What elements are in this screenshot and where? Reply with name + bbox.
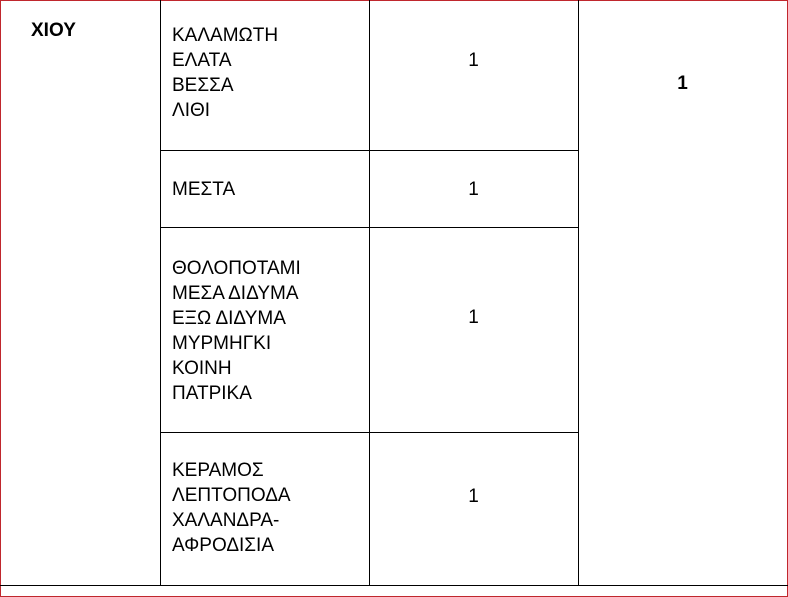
place-name: ΘΟΛΟΠΟΤΑΜΙ bbox=[172, 258, 301, 279]
place-name: ΒΕΣΣΑ bbox=[172, 75, 234, 96]
row-divider-2 bbox=[160, 227, 579, 228]
place-list-group-2 bbox=[172, 177, 235, 202]
place-name: ΚΟΙΝΗ bbox=[172, 358, 232, 379]
place-name: ΜΥΡΜΗΓΚΙ bbox=[172, 333, 272, 354]
place-name: ΑΦΡΟΔΙΣΙΑ bbox=[172, 535, 275, 556]
region-name: ΧΙΟΥ bbox=[31, 20, 76, 41]
group-1-count: 1 bbox=[468, 50, 479, 71]
place-list-group-1 bbox=[172, 23, 278, 123]
group-4-count: 1 bbox=[468, 486, 479, 507]
place-list-group-4 bbox=[172, 458, 291, 558]
place-name: ΕΛΑΤΑ bbox=[172, 50, 232, 71]
group-2-count: 1 bbox=[468, 179, 479, 200]
place-name: ΚΑΛΑΜΩΤΗ bbox=[172, 25, 279, 46]
place-name: ΚΕΡΑΜΟΣ bbox=[172, 460, 264, 481]
column-divider-1 bbox=[160, 0, 161, 586]
place-name: ΜΕΣΑ ΔΙΔΥΜΑ bbox=[172, 283, 299, 304]
table-bottom-border bbox=[0, 585, 788, 586]
group-3-count: 1 bbox=[468, 307, 479, 328]
place-name: ΠΑΤΡΙΚΑ bbox=[172, 383, 252, 404]
place-name: ΧΑΛΑΝΔΡΑ- bbox=[172, 510, 280, 531]
place-name: ΛΕΠΤΟΠΟΔΑ bbox=[172, 485, 291, 506]
place-list-group-3 bbox=[172, 256, 301, 406]
place-name: ΛΙΘΙ bbox=[172, 100, 211, 121]
place-name: ΜΕΣΤΑ bbox=[172, 179, 236, 200]
place-name: ΕΞΩ ΔΙΔΥΜΑ bbox=[172, 308, 286, 329]
row-divider-3 bbox=[160, 432, 579, 433]
row-divider-1 bbox=[160, 150, 579, 151]
region-total: 1 bbox=[677, 73, 688, 94]
